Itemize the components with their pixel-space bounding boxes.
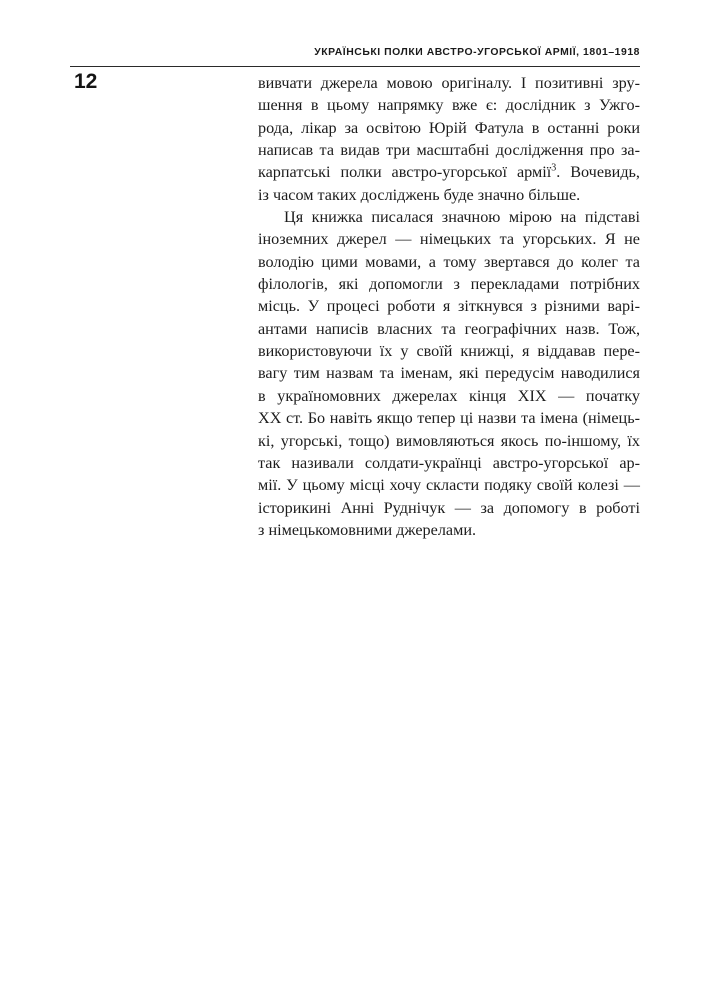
text-line: місць. У процесі роботи я зіткнувся з різними варі-: [258, 297, 640, 316]
text-line: вагу тим назвам та іменам, які передусім наводилися: [258, 364, 640, 383]
text-line: написав та видав три масштабні дослідження про за-: [258, 141, 640, 160]
text-line: використовуючи їх у своїй книжці, я віддавав пере-: [258, 342, 640, 361]
text-line: [258, 161, 640, 183]
text-line: шення в цьому напрямку вже є: дослідник з Ужго-: [258, 96, 640, 115]
text-line: із часом таких досліджень буде значно більше.: [258, 185, 581, 204]
text-line-part: . Вочевидь,: [556, 163, 640, 182]
text-line: в україномовних джерелах кінця XIX — початку: [258, 386, 640, 405]
text-line: вивчати джерела мовою оригіналу. І позитивні зру-: [258, 74, 640, 92]
running-head: УКРАЇНСЬКІ ПОЛКИ АВСТРО-УГОРСЬКОЇ АРМІЇ, 1801–1918: [314, 47, 640, 58]
footnote-reference[interactable]: 3: [551, 162, 557, 174]
text-line: антами написів власних та географічних назв. Тож,: [258, 319, 640, 338]
paragraph-1: [258, 72, 640, 206]
text-line: історикині Анні Руднічук — за допомогу в роботі: [258, 498, 640, 517]
text-line: володію цими мовами, а тому звертався до колег та: [258, 252, 640, 271]
text-line: Ця книжка писалася значною мірою на підставі: [284, 208, 640, 227]
text-line: мії. У цьому місці хочу скласти подяку своїй колезі —: [258, 476, 640, 495]
page-number: 12: [74, 70, 98, 93]
paragraph-2: [258, 206, 640, 541]
text-line: XX ст. Бо навіть якщо тепер ці назви та імена (німець-: [258, 409, 640, 428]
text-line: так називали солдати-українці австро-угорської ар-: [258, 453, 640, 472]
body-text: [258, 72, 640, 541]
text-line-part: карпатські полки австро-угорської армії: [258, 163, 552, 182]
text-line: філологів, які допомогли з перекладами потрібних: [258, 275, 640, 294]
text-line: іноземних джерел — німецьких та угорських. Я не: [258, 230, 640, 249]
text-line: кі, угорські, тощо) вимовляються якось по-іншому, їх: [258, 431, 640, 450]
header-rule: [70, 66, 640, 67]
text-line: з німецькомовними джерелами.: [258, 520, 477, 539]
text-line: рода, лікар за освітою Юрій Фатула в останні роки: [258, 118, 640, 137]
